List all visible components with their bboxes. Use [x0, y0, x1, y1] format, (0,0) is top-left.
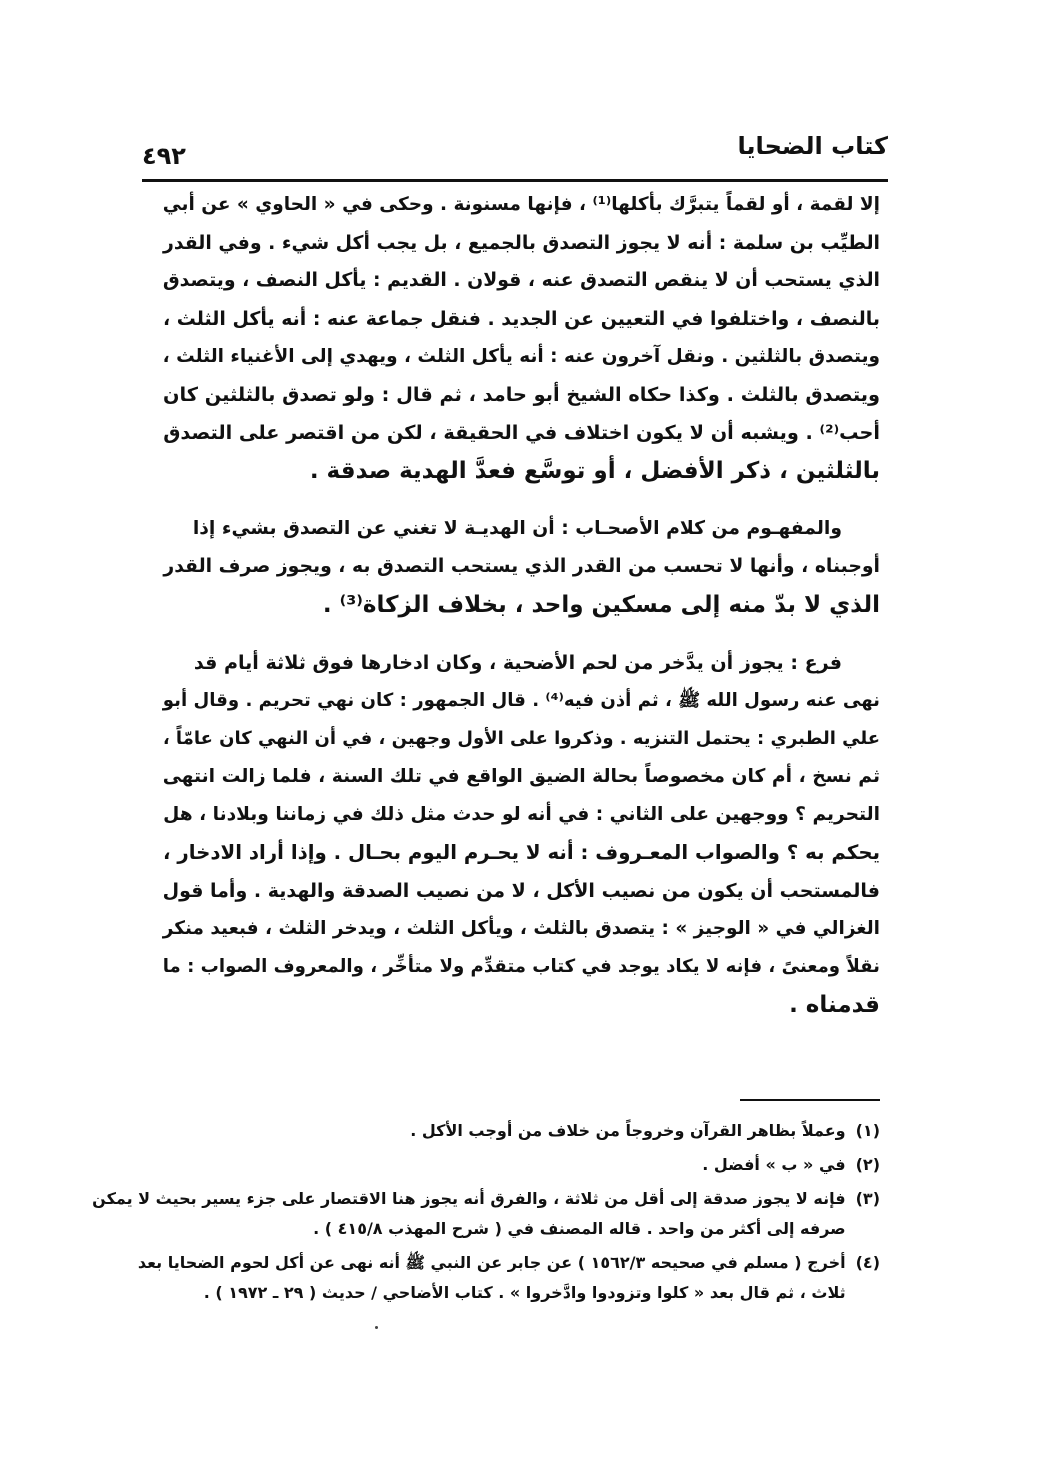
footnote [137, 1248, 880, 1308]
footnote-line: فإنه لا يجوز صدقة إلى أقل من ثلاثة ، والفرق أنه يجوز هنا الاقتصار على جزء يسير بحيث لا يمكن [92, 1189, 846, 1208]
footnote-line: ثلاث ، ثم قال بعد « كلوا وتزودوا وادَّخروا » . كتاب الأضاحي / حديث ( ٢٩ ـ ١٩٧٢ ) . [203, 1283, 846, 1302]
footnote-divider [740, 1099, 880, 1101]
footnotes [92, 1116, 880, 1312]
text-line: نهى عنه رسول الله ﷺ ، ثم أذن فيه⁽⁴⁾ . قال الجمهور : كان نهي تحريم . وقال أبو [162, 690, 880, 711]
footnote-number: (٤) [855, 1253, 880, 1272]
text-line: إلا لقمة ، أو لقماً يتبرَّك بأكلها⁽¹⁾ ، فإنها مسنونة . وحكى في « الحاوي » عن أبي [162, 194, 880, 215]
text-line: أوجبناه ، وأنها لا تحسب من القدر الذي يستحب التصدق به ، ويجوز صرف القدر [163, 556, 880, 577]
paragraph [148, 644, 880, 1024]
text-line: الذي يستحب أن لا ينقص التصدق عنه ، قولان . القديم : يأكل النصف ، ويتصدق [162, 270, 880, 291]
running-header [142, 128, 888, 178]
text-line: بالثلثين ، ذكر الأفضل ، أو توسَّع فعدَّ الهدية صدقة . [309, 458, 880, 484]
text-line: فرع : يجوز أن يدَّخر من لحم الأضحية ، وكان ادخارها فوق ثلاثة أيام قد [193, 651, 842, 674]
footnote-line: وعملاً بظاهر القرآن وخروجاً من خلاف من أوجب الأكل . [410, 1121, 846, 1140]
footnote-number: (١) [855, 1121, 880, 1140]
footnote-number: (٣) [855, 1189, 880, 1208]
text-line: بالنصف ، واختلفوا في التعيين عن الجديد . فنقل جماعة عنه : أنه يأكل الثلث ، [162, 308, 880, 330]
text-line: والمفهـوم من كلام الأصحـاب : أن الهديـة لا تغني عن التصدق بشيء إذا [192, 518, 842, 539]
footnote-text [145, 1116, 846, 1146]
text-line: ويتصدق بالثلث . وكذا حكاه الشيخ أبو حامد ، ثم قال : ولو تصدق بالثلثين كان [163, 383, 880, 406]
footnote-line: أخرج ( مسلم في صحيحه ١٥٦٢/٣ ) عن جابر عن النبي ﷺ أنه نهى عن أكل لحوم الضحايا بعد [137, 1253, 846, 1272]
footnote-number: (٢) [855, 1155, 880, 1174]
text-line: قدمناه . [789, 992, 880, 1018]
header-divider [142, 179, 888, 182]
footnote [145, 1150, 880, 1180]
text-line: أحب⁽²⁾ . ويشبه أن لا يكون اختلاف في الحقيقة ، لكن من اقتصر على التصدق [163, 421, 880, 444]
footnote-text [92, 1184, 845, 1244]
text-line: نقلاً ومعنىً ، فإنه لا يكاد يوجد في كتاب متقدِّم ولا متأخِّر ، والمعروف الصواب : ما [162, 956, 880, 977]
footnote [92, 1184, 880, 1244]
footnote-line: صرفه إلى أكثر من واحد . قاله المصنف في ( شرح المهذب ٤١٥/٨ ) . [313, 1219, 846, 1238]
paragraph [148, 510, 880, 624]
footnote-line: في « ب » أفضل . [702, 1155, 846, 1174]
footnote [145, 1116, 880, 1146]
text-line: الغزالي في « الوجيز » : يتصدق بالثلث ، ويأكل الثلث ، ويدخر الثلث ، فبعيد منكر [162, 918, 880, 939]
text-line: يحكم به ؟ والصواب المعـروف : أنه لا يحـرم اليوم بحـال . وإذا أراد الادخار ، [163, 841, 880, 864]
text-line: ويتصدق بالثلثين . ونقل آخرون عنه : أنه يأكل الثلث ، ويهدي إلى الأغنياء الثلث ، [162, 346, 880, 367]
scan-speck [375, 1326, 378, 1329]
text-line: الذي لا بدّ منه إلى مسكين واحد ، بخلاف الزكاة⁽³⁾ . [322, 592, 880, 618]
footnote-text [145, 1150, 846, 1180]
text-line: ثم نسخ ، أم كان مخصوصاً بحالة الضيق الواقع في تلك السنة ، فلما زالت انتهى [162, 766, 880, 787]
paragraph [148, 186, 880, 490]
chapter-title: كتاب الضحايا [737, 132, 888, 160]
page-number: ٤٩٢ [142, 142, 186, 170]
text-line: فالمستحب أن يكون من نصيب الأكل ، لا من نصيب الصدقة والهدية . وأما قول [162, 880, 880, 902]
text-line: الطيِّب بن سلمة : أنه لا يجوز التصدق بالجميع ، بل يجب أكل شيء . وفي القدر [162, 232, 880, 254]
text-line: علي الطبري : يحتمل التنزيه . وذكروا على الأول وجهين ، في أن النهي كان عامّاً ، [162, 728, 880, 749]
text-line: التحريم ؟ ووجهين على الثاني : في أنه لو حدث مثل ذلك في زماننا وبلادنا ، هل [163, 804, 880, 825]
footnote-text [138, 1248, 846, 1308]
main-text [148, 186, 880, 1044]
